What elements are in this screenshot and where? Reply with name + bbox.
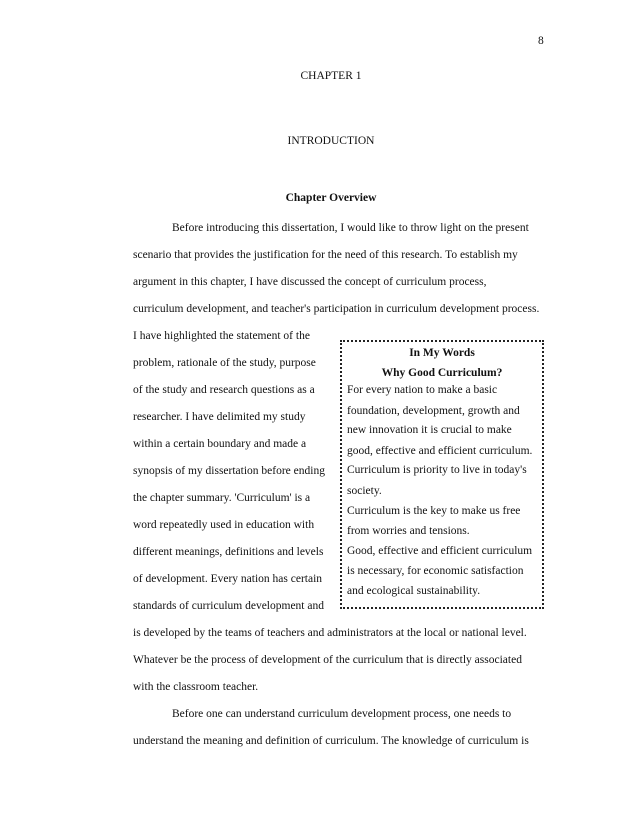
body-line: understand the meaning and definition of curriculum. The knowledge of curriculum is	[133, 735, 529, 747]
callout-line: new innovation it is crucial to make	[347, 424, 512, 436]
callout-line: Good, effective and efficient curriculum	[347, 545, 533, 557]
body-line: with the classroom teacher.	[133, 681, 259, 693]
body-line: Before introducing this dissertation, I would like to throw light on the present	[172, 222, 529, 234]
callout-title: In My Words	[409, 347, 475, 359]
body-line: of the study and research questions as a	[133, 384, 315, 396]
body-line: Whatever be the process of development of the curriculum that is directly associated	[133, 654, 522, 666]
body-line: argument in this chapter, I have discussed the concept of curriculum process,	[133, 276, 487, 288]
body-line: standards of curriculum development and	[133, 600, 324, 612]
callout-line: society.	[347, 485, 382, 497]
callout-line: is necessary, for economic satisfaction	[347, 565, 524, 577]
body-line: is developed by the teams of teachers and administrators at the local or national level.	[133, 627, 527, 639]
body-line: I have highlighted the statement of the	[133, 330, 310, 342]
callout-subtitle: Why Good Curriculum?	[381, 367, 503, 379]
callout-line: Curriculum is the key to make us free	[347, 505, 521, 517]
body-line: scenario that provides the justification for the need of this research. To establish my	[133, 249, 518, 261]
body-line: researcher. I have delimited my study	[133, 411, 306, 423]
body-line: Before one can understand curriculum development process, one needs to	[172, 708, 512, 720]
body-line: of development. Every nation has certain	[133, 573, 323, 585]
body-line: word repeatedly used in education with	[133, 519, 315, 531]
subsection-title: Chapter Overview	[285, 192, 377, 204]
body-line: synopsis of my dissertation before ending	[133, 465, 325, 477]
body-line: different meanings, definitions and levels	[133, 546, 324, 558]
chapter-heading: CHAPTER 1	[300, 70, 362, 82]
callout-line: Curriculum is priority to live in today's	[347, 464, 527, 476]
callout-line: foundation, development, growth and	[347, 405, 520, 417]
callout-line: from worries and tensions.	[347, 525, 470, 537]
body-line: problem, rationale of the study, purpose	[133, 357, 316, 369]
body-line: the chapter summary. 'Curriculum' is a	[133, 492, 311, 504]
callout-line: and ecological sustainability.	[347, 585, 481, 597]
callout-line: good, effective and efficient curriculum.	[347, 445, 533, 457]
callout-line: For every nation to make a basic	[347, 384, 498, 396]
body-line: within a certain boundary and made a	[133, 438, 307, 450]
callout-box	[340, 340, 544, 609]
page-number: 8	[538, 35, 544, 47]
body-line: curriculum development, and teacher's participation in curriculum development process.	[133, 303, 540, 315]
section-title: INTRODUCTION	[287, 135, 375, 147]
